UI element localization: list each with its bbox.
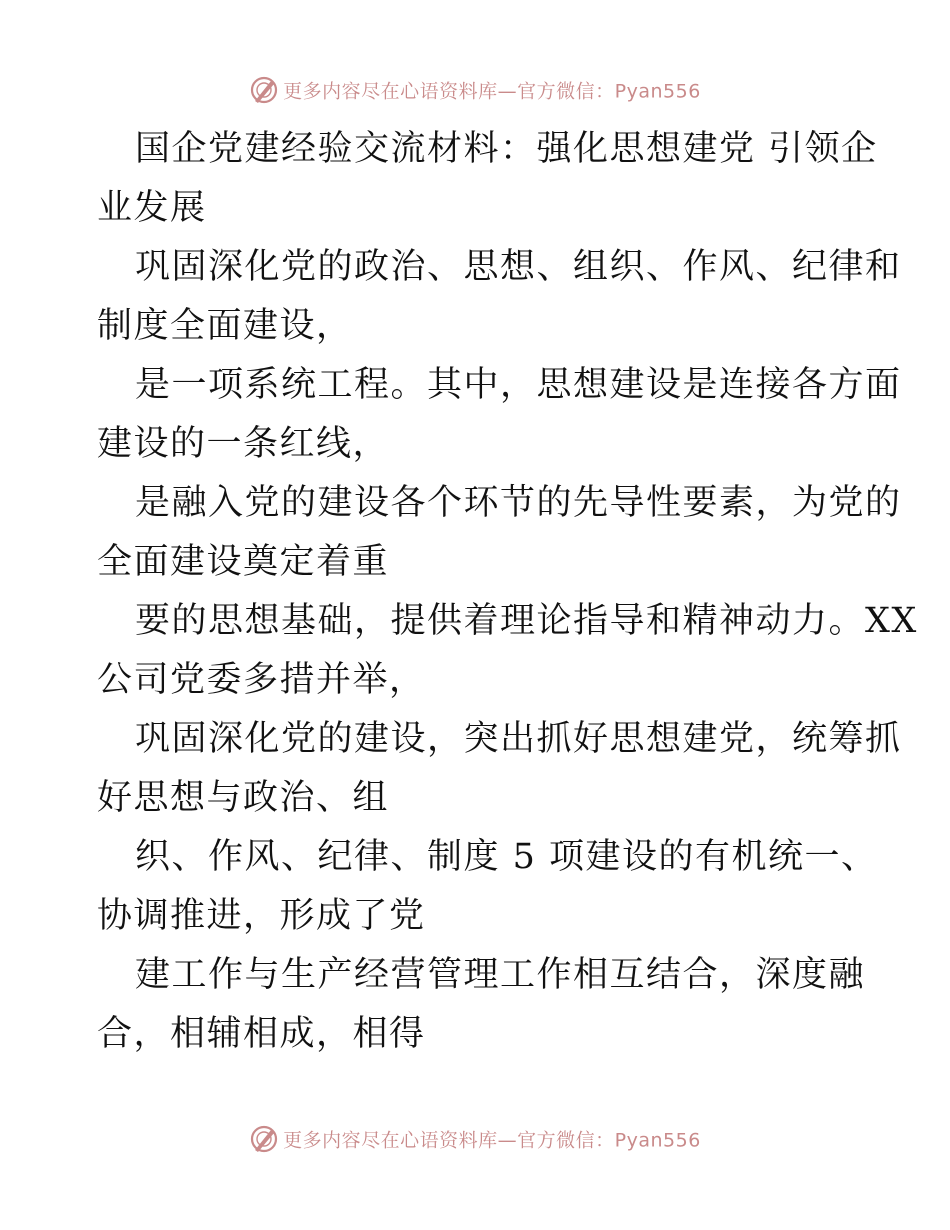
text-line: 要的思想基础，提供着理论指导和精神动力。XX bbox=[135, 601, 918, 641]
text-line: 制度全面建设， bbox=[97, 306, 353, 346]
text-line: 巩固深化党的政治、思想、组织、作风、纪律和 bbox=[135, 247, 902, 287]
text-line: 公司党委多措并举， bbox=[97, 660, 426, 700]
text-line: 国企党建经验交流材料：强化思想建党 引领企 bbox=[135, 129, 878, 169]
text-line: 全面建设奠定着重 bbox=[97, 542, 390, 582]
text-line: 协调推进，形成了党 bbox=[97, 896, 426, 936]
text-line: 建设的一条红线， bbox=[97, 424, 390, 464]
text-line: 是融入党的建设各个环节的先导性要素，为党的 bbox=[135, 483, 902, 523]
header-watermark bbox=[0, 74, 950, 108]
text-line: 巩固深化党的建设，突出抓好思想建党，统筹抓 bbox=[135, 719, 902, 759]
text-line: 织、作风、纪律、制度 5 项建设的有机统一、 bbox=[135, 837, 878, 877]
footer-watermark-text: 更多内容尽在心语资料库—官方微信：Pyan556 bbox=[283, 1129, 701, 1152]
pen-circle-logo-icon bbox=[249, 75, 279, 105]
text-line: 好思想与政治、组 bbox=[97, 778, 390, 818]
footer-watermark bbox=[0, 1123, 950, 1157]
document-body bbox=[97, 120, 918, 1064]
text-line: 建工作与生产经营管理工作相互结合，深度融 bbox=[135, 955, 866, 995]
text-line: 合，相辅相成，相得 bbox=[97, 1014, 426, 1054]
text-line: 业发展 bbox=[97, 188, 207, 228]
pen-circle-logo-icon bbox=[249, 1124, 279, 1154]
text-line: 是一项系统工程。其中，思想建设是连接各方面 bbox=[135, 365, 902, 405]
header-watermark-text: 更多内容尽在心语资料库—官方微信：Pyan556 bbox=[283, 80, 701, 103]
